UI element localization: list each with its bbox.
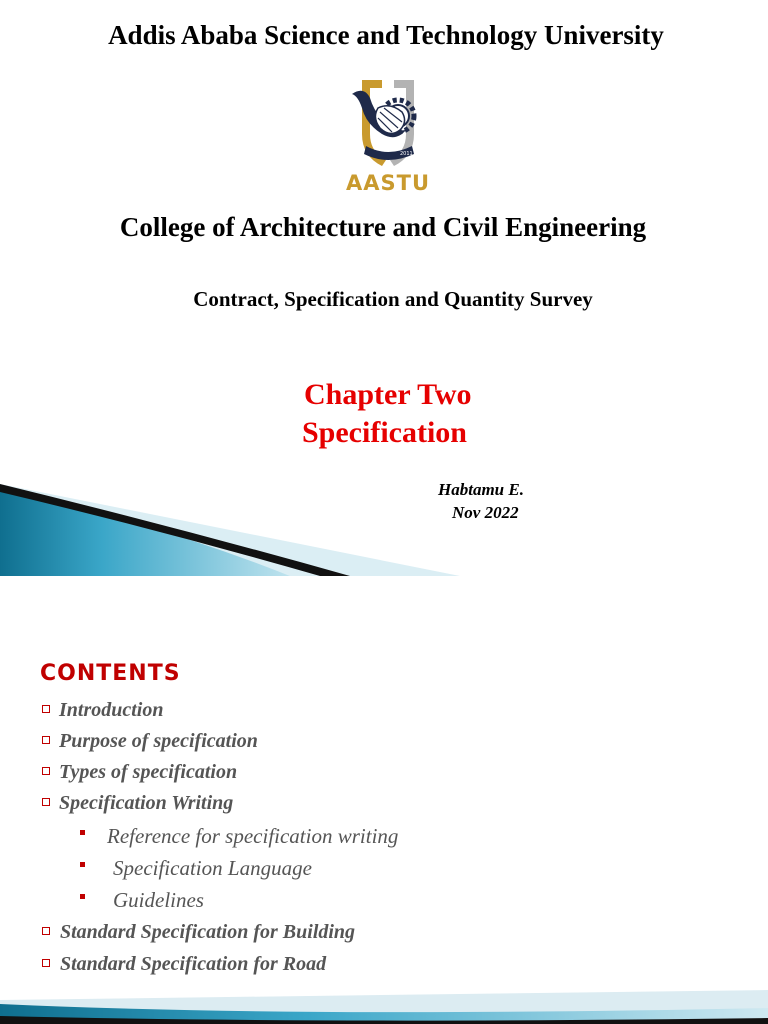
logo-ribbon-text: 2011 <box>400 151 413 157</box>
bullet-box-icon <box>42 736 50 744</box>
bullet-box-icon <box>42 705 50 713</box>
bullet-square-icon <box>80 894 85 899</box>
bullet-square-icon <box>80 830 85 835</box>
bullet-box-icon <box>42 798 50 806</box>
contents-subitem-language: Specification Language <box>113 856 312 880</box>
logo-wordmark: AASTU <box>345 171 431 195</box>
contents-item-purpose: Purpose of specification <box>59 730 258 752</box>
contents-item-building: Standard Specification for Building <box>60 921 356 943</box>
bullet-square-icon <box>80 862 85 867</box>
course-title: Contract, Specification and Quantity Survey <box>193 287 593 311</box>
university-name: Addis Ababa Science and Technology University <box>108 20 664 50</box>
chapter-title: Chapter Two <box>304 378 472 411</box>
contents-item-introduction: Introduction <box>59 699 164 721</box>
chapter-topic: Specification <box>302 416 467 449</box>
contents-slide <box>0 576 768 1024</box>
university-logo <box>330 72 446 196</box>
bullet-box-icon <box>42 767 50 775</box>
contents-item-road: Standard Specification for Road <box>60 953 327 975</box>
contents-subitem-guidelines: Guidelines <box>113 888 204 912</box>
presentation-date: Nov 2022 <box>452 503 519 522</box>
bullet-box-icon <box>42 927 50 935</box>
contents-heading: CONTENTS <box>40 661 181 686</box>
college-name: College of Architecture and Civil Engineering <box>119 212 647 242</box>
contents-item-writing: Specification Writing <box>59 792 234 814</box>
author-name: Habtamu E. <box>438 480 524 499</box>
contents-item-types: Types of specification <box>59 761 238 783</box>
bullet-box-icon <box>42 959 50 967</box>
decorative-swoosh-bottom <box>0 990 768 1024</box>
decorative-swoosh <box>0 484 768 576</box>
contents-subitem-reference: Reference for specification writing <box>107 824 399 848</box>
